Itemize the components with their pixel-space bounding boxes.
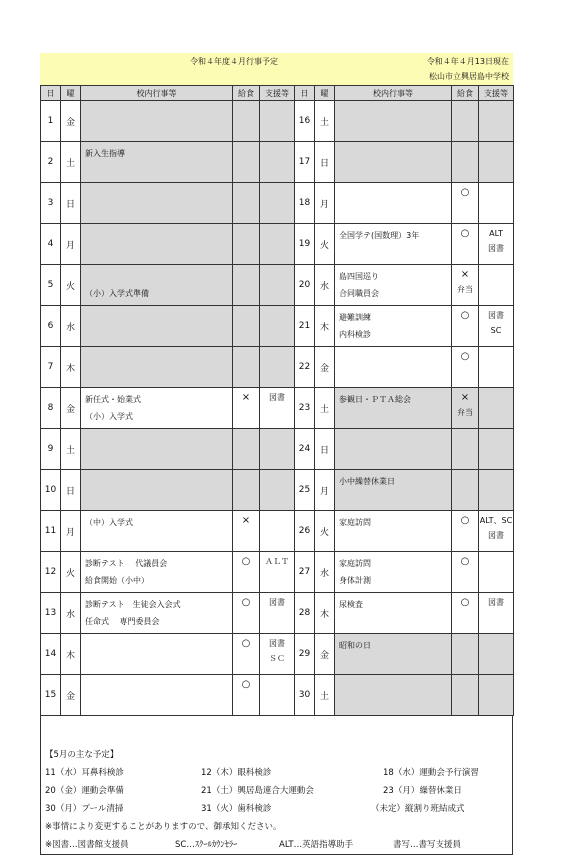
day-number: 13 [41, 593, 61, 634]
lunch-cell: ○ [452, 183, 479, 224]
weekday: 水 [61, 593, 81, 634]
event-line-1 [339, 145, 447, 162]
lunch-cell [452, 634, 479, 675]
event-cell [335, 388, 452, 429]
event-line-1 [339, 432, 447, 449]
note-item: 12（木）眼科検診 [201, 768, 272, 778]
event-line-1 [85, 309, 228, 326]
event-cell [335, 183, 452, 224]
lunch-cell [233, 183, 260, 224]
day-number: 5 [41, 265, 61, 306]
support-cell [260, 429, 295, 470]
day-number: 11 [41, 511, 61, 552]
notes-heading: 【5月の主な予定】 [45, 750, 119, 760]
event-line-1: 小中繰替休業日 [339, 477, 395, 486]
schedule-sheet [40, 53, 513, 855]
weekday: 日 [61, 183, 81, 224]
table-row [41, 634, 514, 675]
event-cell [81, 142, 233, 183]
event-line-1 [85, 637, 228, 654]
may-notes [40, 716, 513, 855]
day-number: 20 [295, 265, 315, 306]
weekday: 日 [61, 470, 81, 511]
table-row [41, 347, 514, 388]
event-line-2: 内科検診 [339, 330, 371, 339]
event-cell [335, 511, 452, 552]
weekday: 木 [315, 593, 335, 634]
lunch-cell [452, 429, 479, 470]
lunch-cell [233, 224, 260, 265]
event-line-2 [85, 244, 228, 261]
event-cell [81, 675, 233, 716]
support-cell [479, 675, 514, 716]
support-cell [260, 101, 295, 142]
lunch-cell [233, 101, 260, 142]
lunch-cell: ○ [452, 593, 479, 634]
col-events: 校内行事等 [335, 86, 452, 101]
lunch-cell [452, 142, 479, 183]
weekday: 金 [61, 388, 81, 429]
legend-item: ※図書…図書館支援員 [45, 840, 129, 850]
event-line-1 [85, 104, 228, 121]
lunch-cell [452, 470, 479, 511]
table-row [41, 470, 514, 511]
lunch-cell: ○ [452, 347, 479, 388]
weekday: 木 [315, 306, 335, 347]
notes-row [41, 764, 512, 782]
day-number: 3 [41, 183, 61, 224]
support-cell [260, 470, 295, 511]
support-cell [260, 675, 295, 716]
table-row [41, 101, 514, 142]
support-cell [479, 101, 514, 142]
support-cell: 図書 [479, 593, 514, 634]
lunch-cell: × [233, 511, 260, 552]
event-cell [335, 675, 452, 716]
event-line-2 [339, 449, 447, 466]
lunch-cell: ○ [452, 511, 479, 552]
day-number: 29 [295, 634, 315, 675]
col-support: 支援等 [260, 86, 295, 101]
event-line-2 [85, 490, 228, 507]
weekday: 火 [61, 552, 81, 593]
support-cell [260, 306, 295, 347]
support-cell: ALT 図書 [479, 224, 514, 265]
event-cell [81, 511, 233, 552]
event-line-2 [85, 449, 228, 466]
weekday: 土 [315, 675, 335, 716]
event-line-1 [85, 473, 228, 490]
event-line-1 [339, 350, 447, 367]
table-row [41, 183, 514, 224]
weekday: 土 [61, 142, 81, 183]
table-row [41, 511, 514, 552]
day-number: 12 [41, 552, 61, 593]
weekday: 木 [61, 347, 81, 388]
weekday: 水 [61, 306, 81, 347]
event-line-2: 合同職員会 [339, 289, 379, 298]
event-line-1: 島四国巡り [339, 272, 379, 281]
schedule-table [40, 85, 514, 716]
day-number: 15 [41, 675, 61, 716]
weekday: 金 [61, 101, 81, 142]
event-cell [81, 429, 233, 470]
note-item: 18（水）運動会予行演習 [383, 768, 479, 778]
lunch-cell: ○ [233, 634, 260, 675]
day-number: 24 [295, 429, 315, 470]
event-line-1: 新任式・始業式 [85, 395, 141, 404]
event-cell [335, 347, 452, 388]
support-cell: ALT、SC 図書 [479, 511, 514, 552]
day-number: 10 [41, 470, 61, 511]
weekday: 日 [315, 142, 335, 183]
support-cell [479, 634, 514, 675]
weekday: 日 [315, 429, 335, 470]
legend-item: ALT…英語指導助手 [279, 840, 354, 850]
notes-legend [41, 836, 512, 854]
notes-row [41, 782, 512, 800]
support-cell [479, 429, 514, 470]
support-cell: 図書 [260, 388, 295, 429]
event-line-2 [339, 654, 447, 671]
weekday: 火 [315, 224, 335, 265]
weekday: 火 [61, 265, 81, 306]
lunch-cell [233, 265, 260, 306]
event-line-1 [85, 350, 228, 367]
legend-item: 書写…書写支援員 [393, 840, 462, 850]
event-line-2 [85, 121, 228, 138]
weekday: 金 [315, 347, 335, 388]
notes-row [41, 800, 512, 818]
support-cell [479, 347, 514, 388]
event-cell [335, 470, 452, 511]
day-number: 16 [295, 101, 315, 142]
table-row [41, 142, 514, 183]
event-cell [335, 101, 452, 142]
notes-caveat: ※事情により変更することがありますので、御承知ください。 [45, 822, 282, 832]
lunch-cell: ○ [233, 593, 260, 634]
day-number: 8 [41, 388, 61, 429]
event-line-2 [85, 367, 228, 384]
day-number: 19 [295, 224, 315, 265]
event-cell [335, 224, 452, 265]
note-item: 20（金）運動会準備 [45, 786, 124, 796]
weekday: 水 [315, 552, 335, 593]
as-of-date: 令和４年４月13日現在 [426, 57, 509, 66]
note-item: 21（土）興居島連合大運動会 [201, 786, 314, 796]
support-cell [479, 470, 514, 511]
lunch-cell [233, 142, 260, 183]
lunch-cell [233, 429, 260, 470]
event-line-1: 参観日・ＰＴＡ総会 [339, 395, 411, 404]
event-line-1: 診断テスト 代議員会 [85, 559, 168, 568]
weekday: 月 [315, 470, 335, 511]
weekday: 土 [315, 388, 335, 429]
support-cell [260, 265, 295, 306]
sheet-header [40, 53, 513, 85]
lunch-cell: ○ [452, 552, 479, 593]
event-line-2: （小）入学式準備 [85, 289, 149, 298]
support-cell [479, 183, 514, 224]
event-line-2 [339, 367, 447, 384]
event-line-1 [85, 268, 228, 285]
weekday: 火 [315, 511, 335, 552]
weekday: 木 [61, 634, 81, 675]
event-line-2 [85, 695, 228, 712]
event-cell [335, 429, 452, 470]
day-number: 17 [295, 142, 315, 183]
event-line-2 [339, 162, 447, 179]
event-line-1: 家庭訪問 [339, 518, 371, 527]
event-cell [81, 101, 233, 142]
lunch-cell [452, 101, 479, 142]
day-number: 25 [295, 470, 315, 511]
event-line-1 [85, 186, 228, 203]
lunch-cell [233, 470, 260, 511]
event-line-1 [339, 186, 447, 203]
event-cell [81, 183, 233, 224]
event-cell [335, 593, 452, 634]
support-cell [479, 388, 514, 429]
day-number: 7 [41, 347, 61, 388]
lunch-cell: × 弁当 [452, 388, 479, 429]
event-cell [335, 142, 452, 183]
support-cell: ＡＬＴ [260, 552, 295, 593]
col-events: 校内行事等 [81, 86, 233, 101]
event-cell [81, 552, 233, 593]
event-line-1: 家庭訪問 [339, 559, 371, 568]
table-row [41, 224, 514, 265]
event-cell [81, 593, 233, 634]
event-line-1: 尿検査 [339, 600, 363, 609]
event-cell [81, 347, 233, 388]
support-cell [260, 183, 295, 224]
day-number: 28 [295, 593, 315, 634]
event-cell [81, 306, 233, 347]
day-number: 22 [295, 347, 315, 388]
event-line-2: 身体計測 [339, 576, 371, 585]
event-line-1: 新入生指導 [85, 149, 125, 158]
support-cell [260, 142, 295, 183]
event-line-1: 昭和の日 [339, 641, 371, 650]
event-line-2: 給食開始（小中） [85, 576, 149, 585]
event-line-1: 診断テスト 生徒会入会式 [85, 600, 181, 609]
event-line-1 [85, 227, 228, 244]
weekday: 月 [61, 511, 81, 552]
support-cell [479, 265, 514, 306]
event-line-1 [339, 678, 447, 695]
table-row [41, 265, 514, 306]
day-number: 6 [41, 306, 61, 347]
support-cell: 図書 SC [479, 306, 514, 347]
event-line-2: 任命式 専門委員会 [85, 617, 160, 626]
lunch-cell: × 弁当 [452, 265, 479, 306]
lunch-cell: ○ [233, 552, 260, 593]
day-number: 26 [295, 511, 315, 552]
event-cell [81, 634, 233, 675]
event-line-1 [339, 104, 447, 121]
weekday: 月 [61, 224, 81, 265]
col-weekday: 曜 [315, 86, 335, 101]
event-cell [81, 224, 233, 265]
event-line-2 [339, 695, 447, 712]
day-number: 18 [295, 183, 315, 224]
note-item: 23（月）繰替休業日 [383, 786, 462, 796]
event-cell [335, 265, 452, 306]
event-line-2 [85, 654, 228, 671]
weekday: 土 [315, 101, 335, 142]
col-weekday: 曜 [61, 86, 81, 101]
event-line-2: （小）入学式 [85, 412, 133, 421]
lunch-cell [452, 675, 479, 716]
legend-item: SC…ｽｸｰﾙｶｳﾝｾﾗｰ [175, 840, 238, 850]
table-row [41, 552, 514, 593]
table-row [41, 306, 514, 347]
note-item: 31（火）歯科検診 [201, 804, 272, 814]
event-line-2 [339, 408, 447, 425]
note-item: 30（月）プール清掃 [45, 804, 124, 814]
weekday: 土 [61, 429, 81, 470]
lunch-cell [233, 347, 260, 388]
day-number: 27 [295, 552, 315, 593]
event-line-2 [339, 121, 447, 138]
support-cell [260, 347, 295, 388]
event-line-2 [339, 244, 447, 261]
note-item: （未定）縦割り班結成式 [371, 804, 465, 814]
event-cell [81, 470, 233, 511]
support-cell [260, 511, 295, 552]
event-line-1: （中）入学式 [85, 518, 133, 527]
col-lunch: 給食 [233, 86, 260, 101]
col-lunch: 給食 [452, 86, 479, 101]
table-row [41, 593, 514, 634]
event-line-2 [85, 162, 228, 179]
blank-row [41, 718, 512, 746]
day-number: 23 [295, 388, 315, 429]
weekday: 月 [315, 183, 335, 224]
school-name: 松山市立興居島中学校 [429, 72, 509, 81]
day-number: 30 [295, 675, 315, 716]
event-line-2 [85, 326, 228, 343]
col-support: 支援等 [479, 86, 514, 101]
col-day: 日 [41, 86, 61, 101]
day-number: 1 [41, 101, 61, 142]
event-cell [81, 265, 233, 306]
support-cell: 図書 [260, 593, 295, 634]
event-cell [335, 306, 452, 347]
day-number: 14 [41, 634, 61, 675]
col-day: 日 [295, 86, 315, 101]
support-cell [260, 224, 295, 265]
page-title: 令和４年度４月行事予定 [190, 57, 278, 66]
event-line-2 [339, 613, 447, 630]
day-number: 9 [41, 429, 61, 470]
day-number: 4 [41, 224, 61, 265]
weekday: 金 [61, 675, 81, 716]
lunch-cell: ○ [452, 306, 479, 347]
event-line-1 [85, 432, 228, 449]
table-row [41, 388, 514, 429]
event-line-1: 全国学テ(国数理）3年 [339, 231, 420, 240]
table-row [41, 675, 514, 716]
event-cell [335, 552, 452, 593]
day-number: 2 [41, 142, 61, 183]
table-header-row [41, 86, 514, 101]
event-line-1 [85, 678, 228, 695]
note-item: 11（水）耳鼻科検診 [45, 768, 124, 778]
event-line-2 [339, 531, 447, 548]
event-line-2 [85, 203, 228, 220]
support-cell [479, 552, 514, 593]
support-cell: 図書 ＳＣ [260, 634, 295, 675]
day-number: 21 [295, 306, 315, 347]
event-cell [335, 634, 452, 675]
weekday: 金 [315, 634, 335, 675]
event-line-2 [339, 490, 447, 507]
event-line-1: 避難訓練 [339, 313, 371, 322]
event-line-2 [339, 203, 447, 220]
weekday: 水 [315, 265, 335, 306]
event-line-2 [85, 531, 228, 548]
support-cell [479, 142, 514, 183]
lunch-cell: ○ [452, 224, 479, 265]
lunch-cell: ○ [233, 675, 260, 716]
lunch-cell [233, 306, 260, 347]
table-row [41, 429, 514, 470]
event-cell [81, 388, 233, 429]
lunch-cell: × [233, 388, 260, 429]
